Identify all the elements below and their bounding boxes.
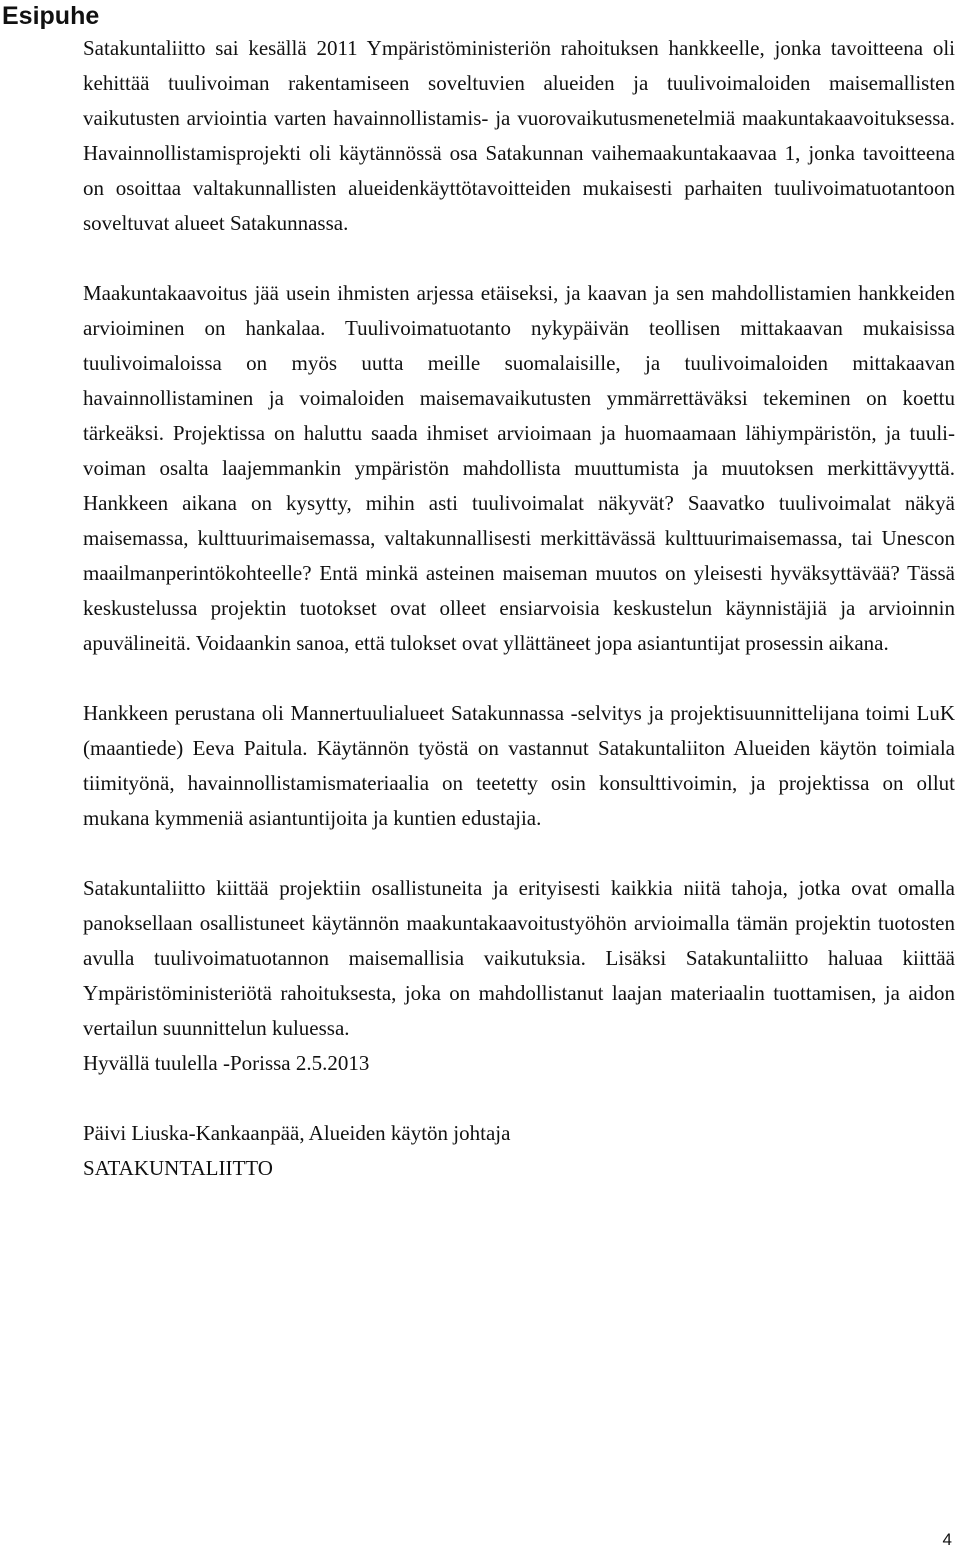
paragraph-thanks: Satakuntaliitto kiittää projektiin osallistuneita ja erityisesti kaikkia niitä tahoja, jotka ovat omalla panoksellaan osallistuneet käytännön maakuntakaavoitustyöhön arvioimalla tämän projektin tuotosten avulla tuulivoimatuotannon maisemallisia vaikutuksia. Lisäksi Satakuntaliitto haluaa kiittää Ympäristöministeriötä rahoituksesta, joka on mahdollistanut laajan materiaalin tuottamisen, ja aidon vertailun suunnittelun kuluessa. xyxy=(83,876,955,1040)
paragraph-intro: Satakuntaliitto sai kesällä 2011 Ympäristöministeriön rahoituksen hankkeelle, jonka tavoitteena oli kehittää tuulivoiman rakentamiseen soveltuvien alueiden ja tuulivoimaloiden maisemallisten vaikutusten arviointia varten havainnollistamis- ja vuorovaikutusmenetelmiä maakuntakaavoituksessa. Havainnollistamisprojekti oli käytännössä osa Satakunnan vaihemaakuntakaavaa 1, jonka tavoitteena on osoittaa valtakunnallisten alueidenkäyttötavoitteiden mukaisesti parhaiten tuulivoimatuotantoon soveltuvat alueet Satakunnassa. xyxy=(83,36,955,235)
signature-name: Päivi Liuska-Kankaanpää, Alueiden käytön johtaja xyxy=(83,1121,511,1145)
paragraph-project-basis: Hankkeen perustana oli Mannertuulialueet Satakunnassa -selvitys ja projektisuunnittelijana toimi LuK (maantiede) Eeva Paitula. Käytännön työstä on vastannut Satakuntaliiton Alueiden käytön toimiala tiimityönä, havainnollistamismateriaalia on teetetty osin konsulttivoimin, ja projektissa on ollut mukana kymmeniä asiantuntijoita ja kuntien edustajia. xyxy=(83,701,955,830)
page-number: 4 xyxy=(942,1530,952,1549)
signature-block xyxy=(83,1116,955,1186)
closing-line: Hyvällä tuulella -Porissa 2.5.2013 xyxy=(83,1051,370,1075)
paragraph-planning: Maakuntakaavoitus jää usein ihmisten arjessa etäiseksi, ja kaavan ja sen mahdollistamien hankkeiden arvioiminen on hankalaa. Tuulivoimatuotanto nykypäivän teollisen mittakaavan mukaisissa tuulivoimaloissa on myös uutta meille suomalaisille, ja tuulivoimaloiden mittakaavan havainnollistaminen ja voimaloiden maisemavaikutusten ymmärrettäväksi tekeminen on koettu tärkeäksi. Projektissa on haluttu saada ihmiset arvioimaan ja huomaamaan lähiympäristön, ja tuulivoiman osalta laajemmankin ympäristön mahdollista muuttumista ja muutoksen merkittävyyttä. Hankkeen aikana on kysytty, mihin asti tuulivoimalat näkyvät? Saavatko tuulivoimalat näkyä maisemassa, kulttuurimaisemassa, valtakunnallisesti merkittävässä kulttuurimaisemassa, tai Unescon maailmanperintökohteelle? Entä minkä asteinen maiseman muutos on yleisesti hyväksyttävää? Tässä keskustelussa projektin tuotokset ovat olleet ensiarvoisia keskustelun käynnistäjiä ja arvioinnin apuvälineitä. Voidaankin sanoa, että tulokset ovat yllättäneet jopa asiantuntijat prosessin aikana. xyxy=(83,281,955,655)
document-body xyxy=(83,31,955,1186)
signature-organization: SATAKUNTALIITTO xyxy=(83,1156,273,1180)
page-title: Esipuhe xyxy=(2,2,100,30)
